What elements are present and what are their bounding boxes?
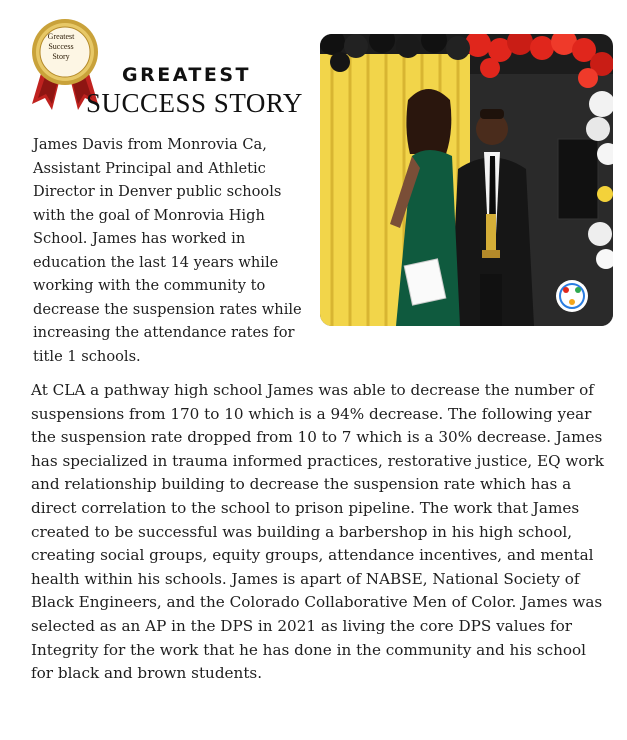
heading-success-story: SUCCESS STORY	[86, 88, 303, 118]
badge-label-line1: Greatest	[47, 32, 75, 41]
award-photo-illustration	[320, 34, 613, 326]
intro-paragraph: James Davis from Monrovia Ca, Assistant Principal and Athletic Director in Denver public schools with the goal of Monrovia High School. James has worked in education the last 14 years while working with the community to decrease the suspension rates while increasing the attendance rates for title 1 schools.	[33, 136, 302, 365]
heading-greatest: GREATEST	[122, 64, 252, 86]
badge-label	[34, 32, 88, 62]
badge-label-line3: Story	[52, 52, 70, 61]
badge-label-line2: Success	[48, 42, 74, 51]
award-photo	[320, 34, 613, 326]
body-paragraph: At CLA a pathway high school James was able to decrease the number of suspensions from 170 to 10 which is a 94% decrease. The following year the suspension rate dropped from 10 to 7 which is a 30% decrease. James has specialized in trauma informed practices, restorative justice, EQ work and relationship building to decrease the suspension rate which has a direct correlation to the school to prison pipeline. The work that James created to be successful was building a barbershop in his high school, creating social groups, equity groups, attendance incentives, and mental health within his schools. James is apart of NABSE, National Society of Black Engineers, and the Colorado Collaborative Men of Color. James was selected as an AP in the DPS in 2021 as living the core DPS values for Integrity for the work that he has done in the community and his school for black and brown students.	[31, 381, 604, 683]
